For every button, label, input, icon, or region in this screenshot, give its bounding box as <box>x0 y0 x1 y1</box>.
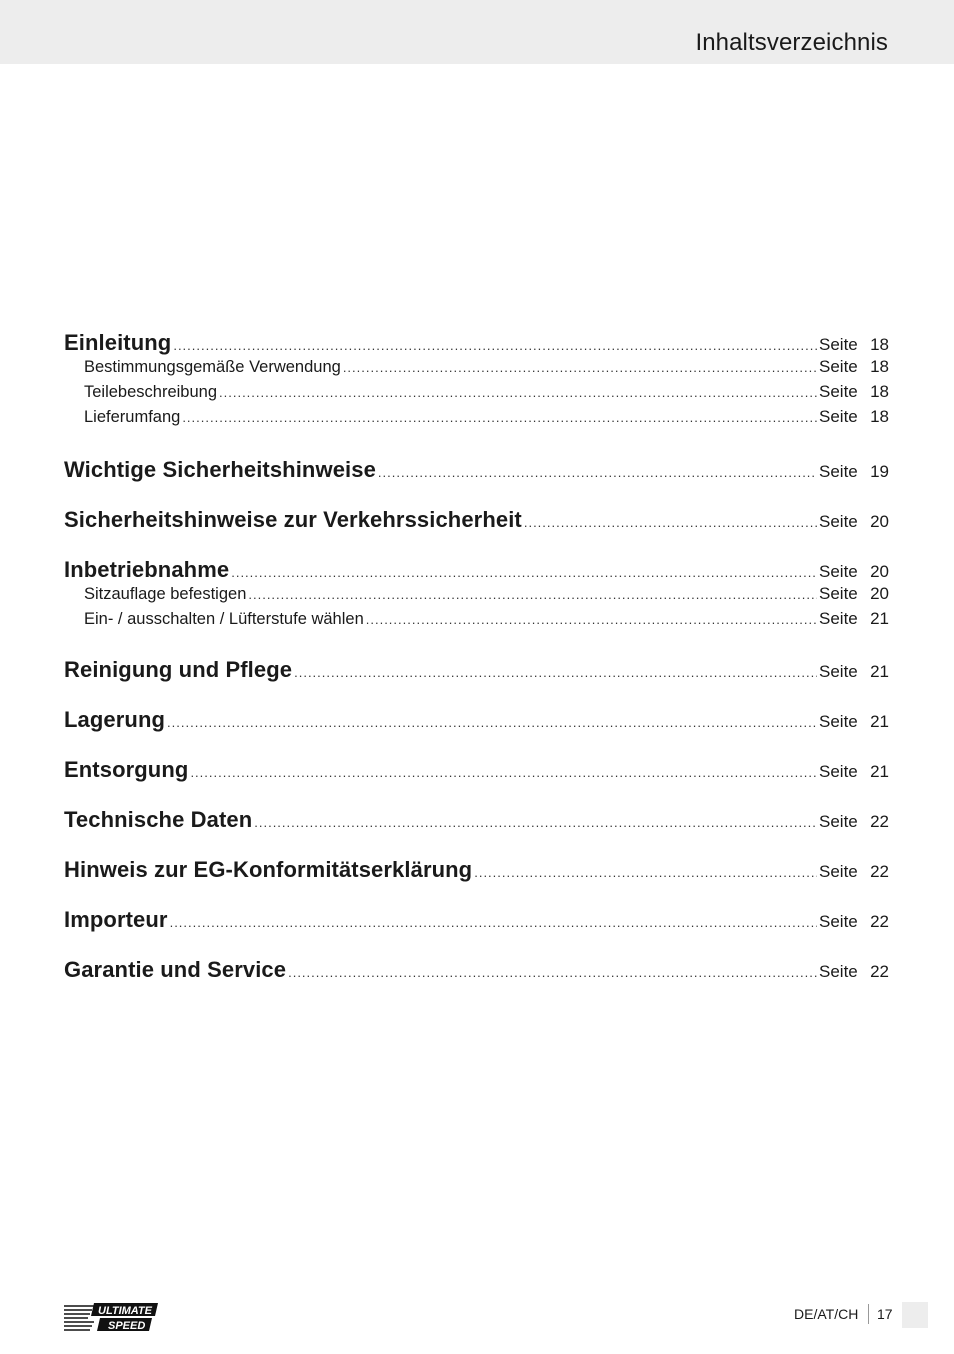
page-title: Inhaltsverzeichnis <box>695 29 888 56</box>
toc-page-number: 22 <box>870 862 889 881</box>
toc-entry[interactable] <box>64 457 889 483</box>
toc-dot-leader <box>254 815 817 830</box>
toc-dot-leader <box>378 465 817 480</box>
toc-subentry[interactable] <box>64 407 889 427</box>
toc-seite-label: Seite <box>819 609 858 628</box>
toc-seite-label: Seite <box>819 762 858 781</box>
toc-entry[interactable] <box>64 657 889 683</box>
toc-entry-label: Sicherheitshinweise zur Verkehrssicherheit <box>64 507 522 532</box>
toc-page-number: 22 <box>870 962 889 981</box>
toc-entry[interactable] <box>64 557 889 583</box>
toc-entry[interactable] <box>64 907 889 933</box>
toc-entry-label: Bestimmungsgemäße Verwendung <box>84 358 341 376</box>
toc-seite-label: Seite <box>819 462 858 481</box>
toc-entry[interactable] <box>64 330 889 356</box>
toc-dot-leader <box>219 385 817 400</box>
toc-entry[interactable] <box>64 807 889 833</box>
toc-dot-leader <box>190 765 817 780</box>
toc-page-number: 20 <box>870 562 889 581</box>
toc-seite-label: Seite <box>819 962 858 981</box>
toc-entry-label: Entsorgung <box>64 757 189 782</box>
toc-entry-label: Importeur <box>64 907 168 932</box>
toc-entry[interactable] <box>64 857 889 883</box>
toc-seite-label: Seite <box>819 662 858 681</box>
toc-entry[interactable] <box>64 507 889 533</box>
toc-seite-label: Seite <box>819 407 858 426</box>
toc-entry-label: Garantie und Service <box>64 957 287 982</box>
toc-entry-label: Wichtige Sicherheitshinweise <box>64 457 376 482</box>
toc-dot-leader <box>343 360 817 375</box>
footer-locale: DE/AT/CH <box>794 1306 859 1322</box>
toc-subentry[interactable] <box>64 357 889 377</box>
logo-text-ultimate: ULTIMATE <box>98 1305 152 1317</box>
brand-logo <box>64 1302 160 1332</box>
toc-page-number: 21 <box>870 609 889 628</box>
toc-seite-label: Seite <box>819 584 858 603</box>
toc-entry-label: Reinigung und Pflege <box>64 657 293 682</box>
toc-page-number: 18 <box>870 335 889 354</box>
toc-subentry[interactable] <box>64 584 889 604</box>
toc-page-number: 19 <box>870 462 889 481</box>
toc-subentry[interactable] <box>64 382 889 402</box>
toc-dot-leader <box>288 965 817 980</box>
toc-seite-label: Seite <box>819 912 858 931</box>
toc-seite-label: Seite <box>819 712 858 731</box>
toc-entry[interactable] <box>64 957 889 983</box>
toc-dot-leader <box>248 587 817 602</box>
toc-dot-leader <box>231 565 817 580</box>
toc-entry-label: Hinweis zur EG-Konformitätserklärung <box>64 857 473 882</box>
toc-seite-label: Seite <box>819 862 858 881</box>
toc-page-number: 22 <box>870 812 889 831</box>
toc-entry-label: Lieferumfang <box>84 408 181 426</box>
footer-page-number: 17 <box>877 1306 893 1322</box>
toc-page-number: 21 <box>870 712 889 731</box>
toc-seite-label: Seite <box>819 812 858 831</box>
toc-page-number: 20 <box>870 584 889 603</box>
toc-seite-label: Seite <box>819 357 858 376</box>
toc-dot-leader <box>170 915 817 930</box>
toc-entry[interactable] <box>64 707 889 733</box>
toc-seite-label: Seite <box>819 382 858 401</box>
toc-entry[interactable] <box>64 757 889 783</box>
toc-page-number: 18 <box>870 357 889 376</box>
toc-dot-leader <box>182 410 817 425</box>
toc-page-number: 18 <box>870 382 889 401</box>
toc-dot-leader <box>167 715 817 730</box>
footer-divider <box>868 1304 869 1324</box>
toc-seite-label: Seite <box>819 335 858 354</box>
toc-dot-leader <box>173 338 817 353</box>
toc-entry-label: Inbetriebnahme <box>64 557 230 582</box>
toc-subentry[interactable] <box>64 609 889 629</box>
toc-page-number: 20 <box>870 512 889 531</box>
toc-page-number: 21 <box>870 662 889 681</box>
toc-page-number: 18 <box>870 407 889 426</box>
toc-entry-label: Teilebeschreibung <box>84 383 218 401</box>
toc-dot-leader <box>366 612 817 627</box>
toc-dot-leader <box>524 515 817 530</box>
footer-tab-marker <box>902 1302 928 1328</box>
toc-entry-label: Technische Daten <box>64 807 253 832</box>
toc-page-number: 21 <box>870 762 889 781</box>
toc-seite-label: Seite <box>819 512 858 531</box>
toc-seite-label: Seite <box>819 562 858 581</box>
toc-dot-leader <box>474 865 817 880</box>
toc-entry-label: Sitzauflage befestigen <box>84 585 247 603</box>
toc-entry-label: Einleitung <box>64 330 172 355</box>
toc-entry-label: Lagerung <box>64 707 166 732</box>
logo-text-speed: SPEED <box>108 1320 146 1332</box>
toc-entry-label: Ein- / ausschalten / Lüfterstufe wählen <box>84 610 364 628</box>
toc-page-number: 22 <box>870 912 889 931</box>
toc-dot-leader <box>294 665 817 680</box>
